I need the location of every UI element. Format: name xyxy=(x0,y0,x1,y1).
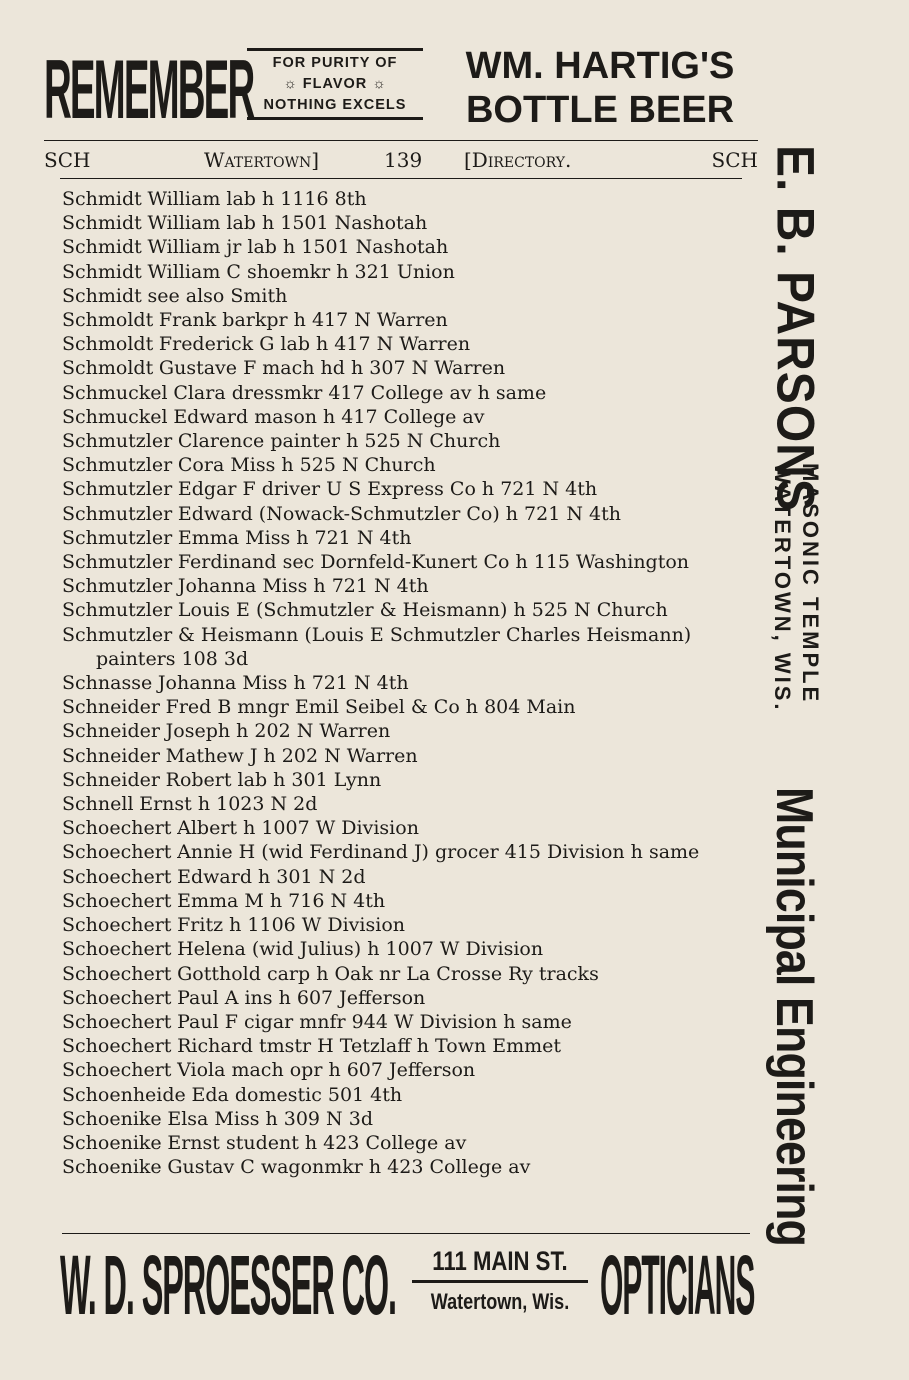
entry-surname: Schmuckel xyxy=(62,405,168,428)
entry-details: William lab h 1501 Nashotah xyxy=(147,212,428,235)
entry-surname: Schoechert xyxy=(62,938,172,961)
side-advertisement xyxy=(760,145,830,1246)
entry-surname: Schnasse xyxy=(62,672,153,695)
entry-surname: Schmutzler xyxy=(62,526,173,549)
top-advertisement xyxy=(44,44,760,140)
entry-surname: Schoenike xyxy=(62,1131,162,1154)
list-item xyxy=(62,986,750,1010)
entry-details: Cora Miss h 525 N Church xyxy=(177,454,436,477)
entry-details: Edgar F driver U S Express Co h 721 N 4th xyxy=(177,478,598,501)
header-directory: [Directory. xyxy=(464,148,572,172)
list-item xyxy=(62,671,750,695)
entry-details: Ferdinand sec Dornfeld-Kunert Co h 115 Washington xyxy=(177,551,690,574)
slogan-line-1: FOR PURITY OF xyxy=(272,55,398,71)
list-item xyxy=(62,308,750,332)
list-item xyxy=(62,1058,750,1082)
list-item xyxy=(62,792,750,816)
entry-surname: Schoechert xyxy=(62,841,172,864)
list-item xyxy=(62,260,750,284)
list-item xyxy=(62,840,750,864)
list-item xyxy=(62,477,750,501)
entry-details: Ernst h 1023 N 2d xyxy=(139,793,318,816)
list-item xyxy=(62,235,750,259)
slogan-line-3: NOTHING EXCELS xyxy=(263,97,407,113)
header-rule-top xyxy=(44,140,758,141)
entry-surname: Schneider xyxy=(62,768,160,791)
side-city-label: WATERTOWN, WIS. xyxy=(770,463,795,713)
header-place: Watertown] xyxy=(204,148,320,172)
header-guide-left: SCH xyxy=(44,148,91,172)
list-item xyxy=(62,598,750,622)
entry-details: Albert h 1007 W Division xyxy=(177,817,419,840)
list-item xyxy=(62,381,750,405)
list-item xyxy=(62,962,750,986)
entry-details: William jr lab h 1501 Nashotah xyxy=(147,236,449,259)
entry-surname: Schmidt xyxy=(62,188,142,210)
entry-surname: Schoechert xyxy=(62,914,172,937)
list-item xyxy=(62,502,750,526)
directory-listing xyxy=(62,187,750,1179)
list-item xyxy=(62,284,750,308)
entry-surname: Schoechert xyxy=(62,1035,172,1058)
list-item xyxy=(62,768,750,792)
list-item xyxy=(62,695,750,719)
entry-surname: Schmutzler xyxy=(62,430,173,453)
slogan-rule-bottom xyxy=(247,117,423,120)
entry-surname: Schoechert xyxy=(62,817,172,840)
list-item xyxy=(62,1083,750,1107)
list-item xyxy=(62,816,750,840)
entry-details: Edward h 301 N 2d xyxy=(177,865,366,888)
entry-surname: Schmidt xyxy=(62,284,142,307)
bottom-advertisement xyxy=(60,1238,770,1334)
entry-surname: Schoechert xyxy=(62,962,172,985)
entry-surname: Schneider xyxy=(62,720,160,743)
opticians-label: OPTICIANS xyxy=(600,1238,755,1333)
entry-surname: Schmidt xyxy=(62,260,142,283)
header-rule-bottom xyxy=(60,178,742,179)
entry-surname: Schneider xyxy=(62,696,160,719)
list-item xyxy=(62,526,750,550)
hartig-brand xyxy=(440,44,760,132)
entry-surname: Schoenheide xyxy=(62,1083,186,1106)
list-item xyxy=(62,429,750,453)
entry-details: Joseph h 202 N Warren xyxy=(165,720,391,743)
address-city: Watertown, Wis. xyxy=(430,1289,570,1314)
entry-surname: Schoechert xyxy=(62,986,172,1009)
entry-details: Elsa Miss h 309 N 3d xyxy=(167,1107,373,1130)
entry-surname: Schmoldt xyxy=(62,357,154,380)
entry-surname: Schmutzler xyxy=(62,623,173,646)
entry-surname: Schmutzler xyxy=(62,454,173,477)
entry-details: Annie H (wid Ferdinand J) grocer 415 Division h same xyxy=(177,841,700,864)
list-item xyxy=(62,574,750,598)
entry-details: Eda domestic 501 4th xyxy=(191,1083,403,1106)
entry-surname: Schmutzler xyxy=(62,502,173,525)
entry-details: Frank barkpr h 417 N Warren xyxy=(158,309,448,332)
entry-surname: Schmutzler xyxy=(62,575,173,598)
address-rule xyxy=(412,1280,588,1283)
list-item xyxy=(62,623,750,671)
entry-surname: Schmutzler xyxy=(62,478,173,501)
list-item xyxy=(62,332,750,356)
list-item xyxy=(62,187,750,211)
entry-details: Emma Miss h 721 N 4th xyxy=(177,526,412,549)
entry-details: Fred B mngr Emil Seibel & Co h 804 Main xyxy=(165,696,576,719)
sproesser-address xyxy=(412,1244,588,1317)
entry-surname: Schmutzler xyxy=(62,599,173,622)
page-number: 139 xyxy=(384,148,423,172)
entry-details: Paul A ins h 607 Jefferson xyxy=(177,986,426,1009)
list-item xyxy=(62,550,750,574)
entry-details: Johanna Miss h 721 N 4th xyxy=(177,575,429,598)
entry-details: Helena (wid Julius) h 1007 W Division xyxy=(177,938,544,961)
entry-surname: Schoenike xyxy=(62,1156,162,1179)
list-item xyxy=(62,405,750,429)
entry-details: Robert lab h 301 Lynn xyxy=(165,768,382,791)
entry-details: Fritz h 1106 W Division xyxy=(177,914,405,937)
entry-details: & Heismann (Louis E Schmutzler Charles Heismann) painters 108 3d xyxy=(96,623,692,670)
list-item xyxy=(62,1034,750,1058)
list-item xyxy=(62,453,750,477)
remember-wordmark: REMEMBER xyxy=(44,43,254,137)
entry-details: Edward (Nowack-Schmutzler Co) h 721 N 4th xyxy=(177,502,621,525)
entry-surname: Schmidt xyxy=(62,212,142,235)
entry-details: Gotthold carp h Oak nr La Crosse Ry tracks xyxy=(177,962,599,985)
list-item xyxy=(62,1155,750,1179)
entry-details: Gustave F mach hd h 307 N Warren xyxy=(158,357,506,380)
entry-details: Ernst student h 423 College av xyxy=(167,1131,467,1154)
slogan-rule-top xyxy=(247,48,423,51)
list-item xyxy=(62,211,750,235)
purity-slogan xyxy=(247,48,423,120)
list-item xyxy=(62,1010,750,1034)
entry-surname: Schmoldt xyxy=(62,333,154,356)
list-item xyxy=(62,1131,750,1155)
address-street: 111 MAIN ST. xyxy=(432,1246,568,1276)
entry-details: Viola mach opr h 607 Jefferson xyxy=(177,1059,476,1082)
parsons-name: E. B. PARSONS xyxy=(765,145,824,512)
entry-details: Edward mason h 417 College av xyxy=(173,405,485,428)
entry-details: Paul F cigar mnfr 944 W Division h same xyxy=(177,1010,572,1033)
sproesser-name: W. D. SPROESSER CO. xyxy=(60,1238,396,1333)
entry-surname: Schmidt xyxy=(62,236,142,259)
entry-surname: Schmuckel xyxy=(62,381,168,404)
entry-details: William lab h 1116 8th xyxy=(147,188,367,210)
list-item xyxy=(62,865,750,889)
list-item xyxy=(62,889,750,913)
entry-details: Johanna Miss h 721 N 4th xyxy=(157,672,409,695)
entry-surname: Schoenike xyxy=(62,1107,162,1130)
entry-details: Clara dressmkr 417 College av h same xyxy=(173,381,547,404)
entry-surname: Schnell xyxy=(62,793,134,816)
header-guide-right: SCH xyxy=(711,148,758,172)
list-item xyxy=(62,1107,750,1131)
masonic-temple-label: MASONIC TEMPLE xyxy=(798,463,823,705)
brand-line-1: WM. HARTIG'S xyxy=(465,45,735,87)
entry-details: Mathew J h 202 N Warren xyxy=(165,744,418,767)
entry-details: Emma M h 716 N 4th xyxy=(177,889,386,912)
entry-surname: Schneider xyxy=(62,744,160,767)
entry-surname: Schoechert xyxy=(62,1059,172,1082)
entry-details: Clarence painter h 525 N Church xyxy=(177,430,501,453)
entry-details: Richard tmstr H Tetzlaff h Town Emmet xyxy=(177,1035,562,1058)
entry-details: see also Smith xyxy=(147,284,288,307)
entry-surname: Schoechert xyxy=(62,889,172,912)
list-item xyxy=(62,744,750,768)
entry-details: Louis E (Schmutzler & Heismann) h 525 N Church xyxy=(177,599,668,622)
brand-line-2: BOTTLE BEER xyxy=(465,89,735,131)
list-item xyxy=(62,913,750,937)
entry-details: William C shoemkr h 321 Union xyxy=(147,260,455,283)
list-item xyxy=(62,719,750,743)
entry-surname: Schmutzler xyxy=(62,551,173,574)
entry-surname: Schoechert xyxy=(62,1010,172,1033)
entry-surname: Schoechert xyxy=(62,865,172,888)
municipal-engineering-label: Municipal Engineering xyxy=(765,787,823,1246)
list-item xyxy=(62,937,750,961)
running-header xyxy=(44,146,758,174)
list-item xyxy=(62,356,750,380)
entry-surname: Schmoldt xyxy=(62,309,154,332)
slogan-line-2: ☼ FLAVOR ☼ xyxy=(283,76,387,92)
entry-details: Frederick G lab h 417 N Warren xyxy=(158,333,471,356)
entry-details: Gustav C wagonmkr h 423 College av xyxy=(167,1156,531,1179)
